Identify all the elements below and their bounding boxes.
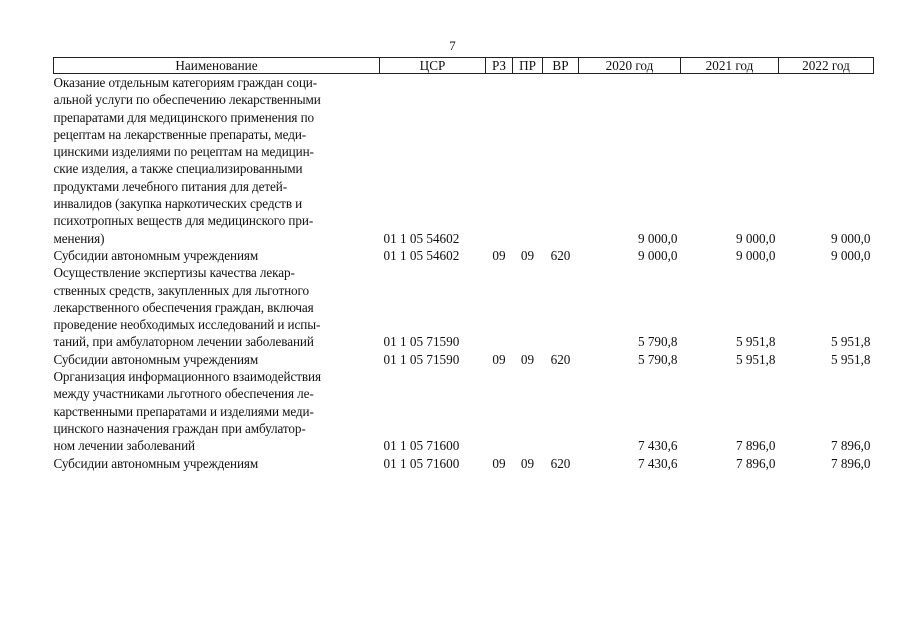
row-value-2021: 7 896,0 xyxy=(735,438,776,454)
row-name-line: рецептам на лекарственные препараты, меди- xyxy=(53,126,307,142)
row-name-line: ственных средств, закупленных для льготного xyxy=(53,282,310,298)
row-csr: 01 1 05 54602 xyxy=(383,247,460,263)
table-row xyxy=(54,455,874,472)
header-2022: 2022 год xyxy=(779,58,874,74)
row-rz xyxy=(486,264,513,350)
row-name-line: таний, при амбулаторном лечении заболеваний xyxy=(53,334,314,350)
row-name-line: Оказание отдельным категориям граждан соци- xyxy=(53,75,318,90)
table-row xyxy=(54,264,874,350)
table-body xyxy=(54,74,874,472)
row-name-line: продуктами лечебного питания для детей- xyxy=(53,178,288,194)
table-row xyxy=(54,351,874,368)
row-name-line: карственными препаратами и изделиями меди- xyxy=(53,403,314,419)
row-name-line: Организация информационного взаимодействия xyxy=(53,369,321,385)
table-row xyxy=(54,368,874,454)
row-value-2022: 7 896,0 xyxy=(830,438,871,454)
row-name-line: ном лечении заболеваний xyxy=(53,438,196,454)
row-pr: 09 xyxy=(520,247,535,263)
row-value-2021: 7 896,0 xyxy=(735,455,776,471)
row-csr: 01 1 05 71590 xyxy=(383,334,460,350)
header-vr: ВР xyxy=(543,58,579,74)
row-rz xyxy=(486,368,513,454)
row-value-2020: 5 790,8 xyxy=(637,334,678,350)
row-name-line: ские изделия, а также специализированными xyxy=(53,161,303,177)
row-vr: 620 xyxy=(550,247,571,263)
row-vr xyxy=(543,368,579,454)
row-value-2021: 9 000,0 xyxy=(735,247,776,263)
header-csr: ЦСР xyxy=(380,58,486,74)
table-header xyxy=(54,58,874,74)
row-csr: 01 1 05 71590 xyxy=(383,351,460,367)
budget-table xyxy=(53,57,874,472)
table-row xyxy=(54,74,874,247)
row-csr: 01 1 05 71600 xyxy=(383,438,460,454)
row-value-2022: 9 000,0 xyxy=(830,230,871,246)
row-name-line: менения) xyxy=(53,230,105,246)
row-name-line: Субсидии автономным учреждениям xyxy=(53,455,259,471)
row-rz xyxy=(486,74,513,247)
header-name: Наименование xyxy=(54,58,380,74)
row-value-2021: 5 951,8 xyxy=(735,334,776,350)
row-name-line: между участниками льготного обеспечения ле- xyxy=(53,386,314,402)
row-vr: 620 xyxy=(550,351,571,367)
row-name xyxy=(54,368,380,454)
row-value-2020: 9 000,0 xyxy=(637,230,678,246)
row-value-2022: 9 000,0 xyxy=(830,247,871,263)
row-name-line: альной услуги по обеспечению лекарственными xyxy=(53,92,321,108)
header-2020: 2020 год xyxy=(579,58,681,74)
row-value-2021: 9 000,0 xyxy=(735,230,776,246)
header-2021: 2021 год xyxy=(681,58,779,74)
row-name-line: инвалидов (закупка наркотических средств и xyxy=(53,196,303,212)
row-pr: 09 xyxy=(520,455,535,471)
header-rz: РЗ xyxy=(486,58,513,74)
row-csr: 01 1 05 71600 xyxy=(383,455,460,471)
row-rz: 09 xyxy=(492,455,506,471)
row-pr: 09 xyxy=(520,351,535,367)
row-name-line: препаратами для медицинского применения по xyxy=(53,109,315,125)
row-name xyxy=(54,74,380,247)
row-name-line: Осуществление экспертизы качества лекар- xyxy=(53,265,295,281)
page-number: 7 xyxy=(449,38,456,53)
row-name-line: цинскими изделиями по рецептам на медицин- xyxy=(53,144,314,160)
row-vr: 620 xyxy=(550,455,571,471)
row-value-2022: 5 951,8 xyxy=(830,334,871,350)
row-value-2020: 7 430,6 xyxy=(637,438,678,454)
row-value-2022: 5 951,8 xyxy=(830,351,871,367)
row-name-line: психотропных веществ для медицинского при- xyxy=(53,213,314,229)
row-pr xyxy=(513,368,543,454)
row-name xyxy=(54,455,380,472)
row-vr xyxy=(543,264,579,350)
header-pr: ПР xyxy=(513,58,543,74)
row-name-line: лекарственного обеспечения граждан, включая xyxy=(53,299,314,315)
row-name xyxy=(54,351,380,368)
row-rz: 09 xyxy=(492,247,506,263)
row-rz: 09 xyxy=(492,351,506,367)
row-name xyxy=(54,264,380,350)
row-name-line: Субсидии автономным учреждениям xyxy=(53,351,259,367)
row-name-line: цинского назначения граждан при амбулатор- xyxy=(53,420,306,436)
row-pr xyxy=(513,264,543,350)
row-value-2020: 7 430,6 xyxy=(637,455,678,471)
row-name xyxy=(54,247,380,264)
row-value-2022: 7 896,0 xyxy=(830,455,871,471)
row-name-line: проведение необходимых исследований и испы- xyxy=(53,317,321,333)
row-csr: 01 1 05 54602 xyxy=(383,230,460,246)
table-row xyxy=(54,247,874,264)
row-name-line: Субсидии автономным учреждениям xyxy=(53,247,259,263)
row-value-2021: 5 951,8 xyxy=(735,351,776,367)
row-vr xyxy=(543,74,579,247)
row-pr xyxy=(513,74,543,247)
row-value-2020: 9 000,0 xyxy=(637,247,678,263)
row-value-2020: 5 790,8 xyxy=(637,351,678,367)
